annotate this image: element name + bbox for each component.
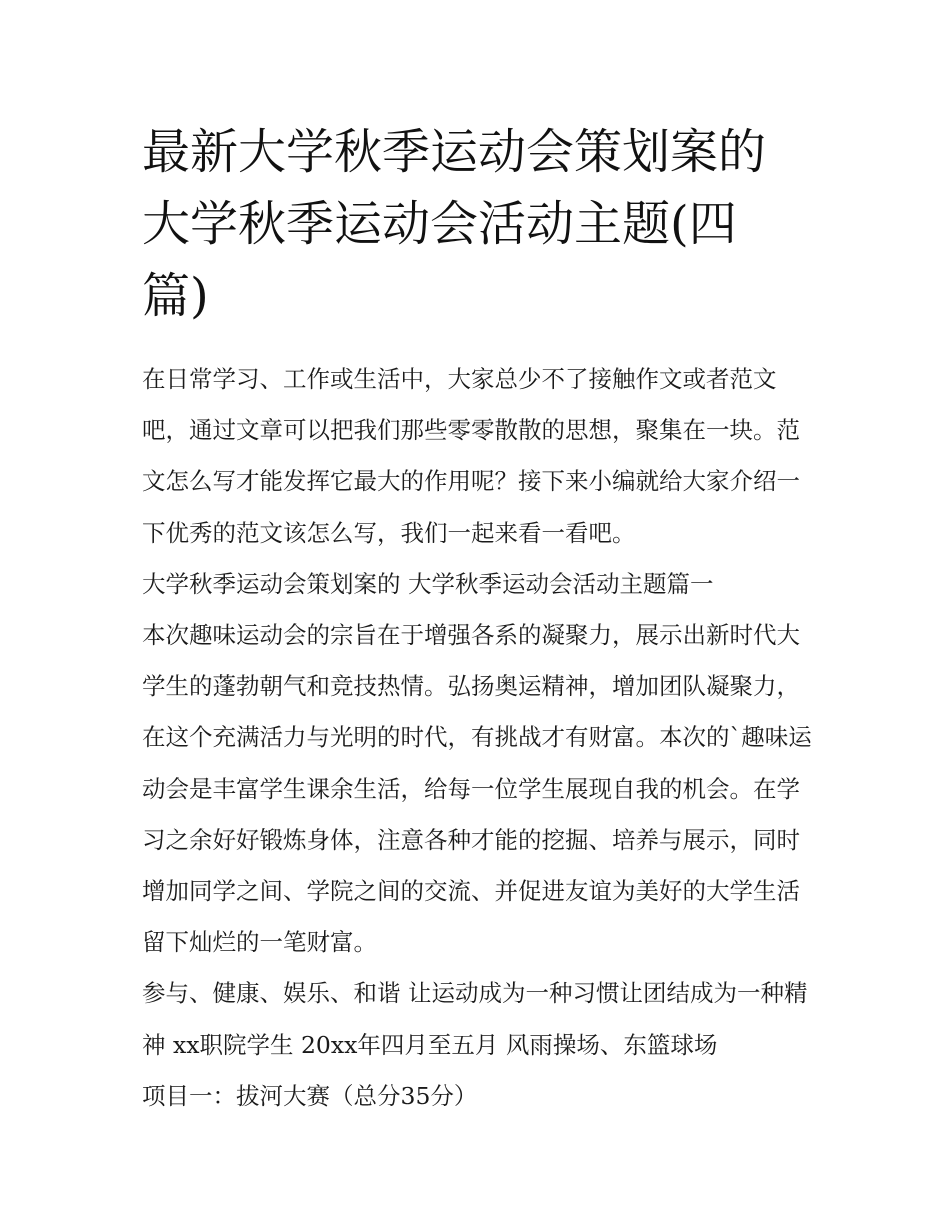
body-paragraph-purpose: 本次趣味运动会的宗旨在于增强各系的凝聚力，展示出新时代大学生的蓬勃朝气和竞技热情。弘扬奥运精神，增加团队凝聚力，在这个充满活力与光明的时代，有挑战才有财富。本次的`趣味运动会是丰富学生课余生活，给每一位学生展现自我的机会。在学习之余好好锻炼身体，注意各种才能的挖掘、培养与展示，同时增加同学之间、学院之间的交流、并促进友谊为美好的大学生活留下灿烂的一笔财富。	[142, 621, 812, 957]
title-line-2: 大学秋季运动会活动主题(四	[142, 196, 737, 252]
body-paragraph-theme: 参与、健康、娱乐、和谐 让运动成为一种习惯让团结成为一种精神 xx职院学生 20xx年四月至五月 风雨操场、东篮球场	[142, 979, 808, 1059]
title-line-3: 篇)	[142, 268, 209, 324]
section-heading: 大学秋季运动会策划案的 大学秋季运动会活动主题篇一	[142, 569, 714, 598]
body-paragraph-event: 项目一：拔河大赛（总分35分）	[142, 1081, 478, 1110]
title-line-1: 最新大学秋季运动会策划案的	[142, 124, 767, 180]
document-body	[142, 354, 822, 1122]
intro-paragraph: 在日常学习、工作或生活中，大家总少不了接触作文或者范文吧，通过文章可以把我们那些零零散散的思想，聚集在一块。范文怎么写才能发挥它最大的作用呢？接下来小编就给大家介绍一下优秀的范文该怎么写，我们一起来看一看吧。	[142, 365, 800, 547]
document-title	[142, 116, 822, 332]
